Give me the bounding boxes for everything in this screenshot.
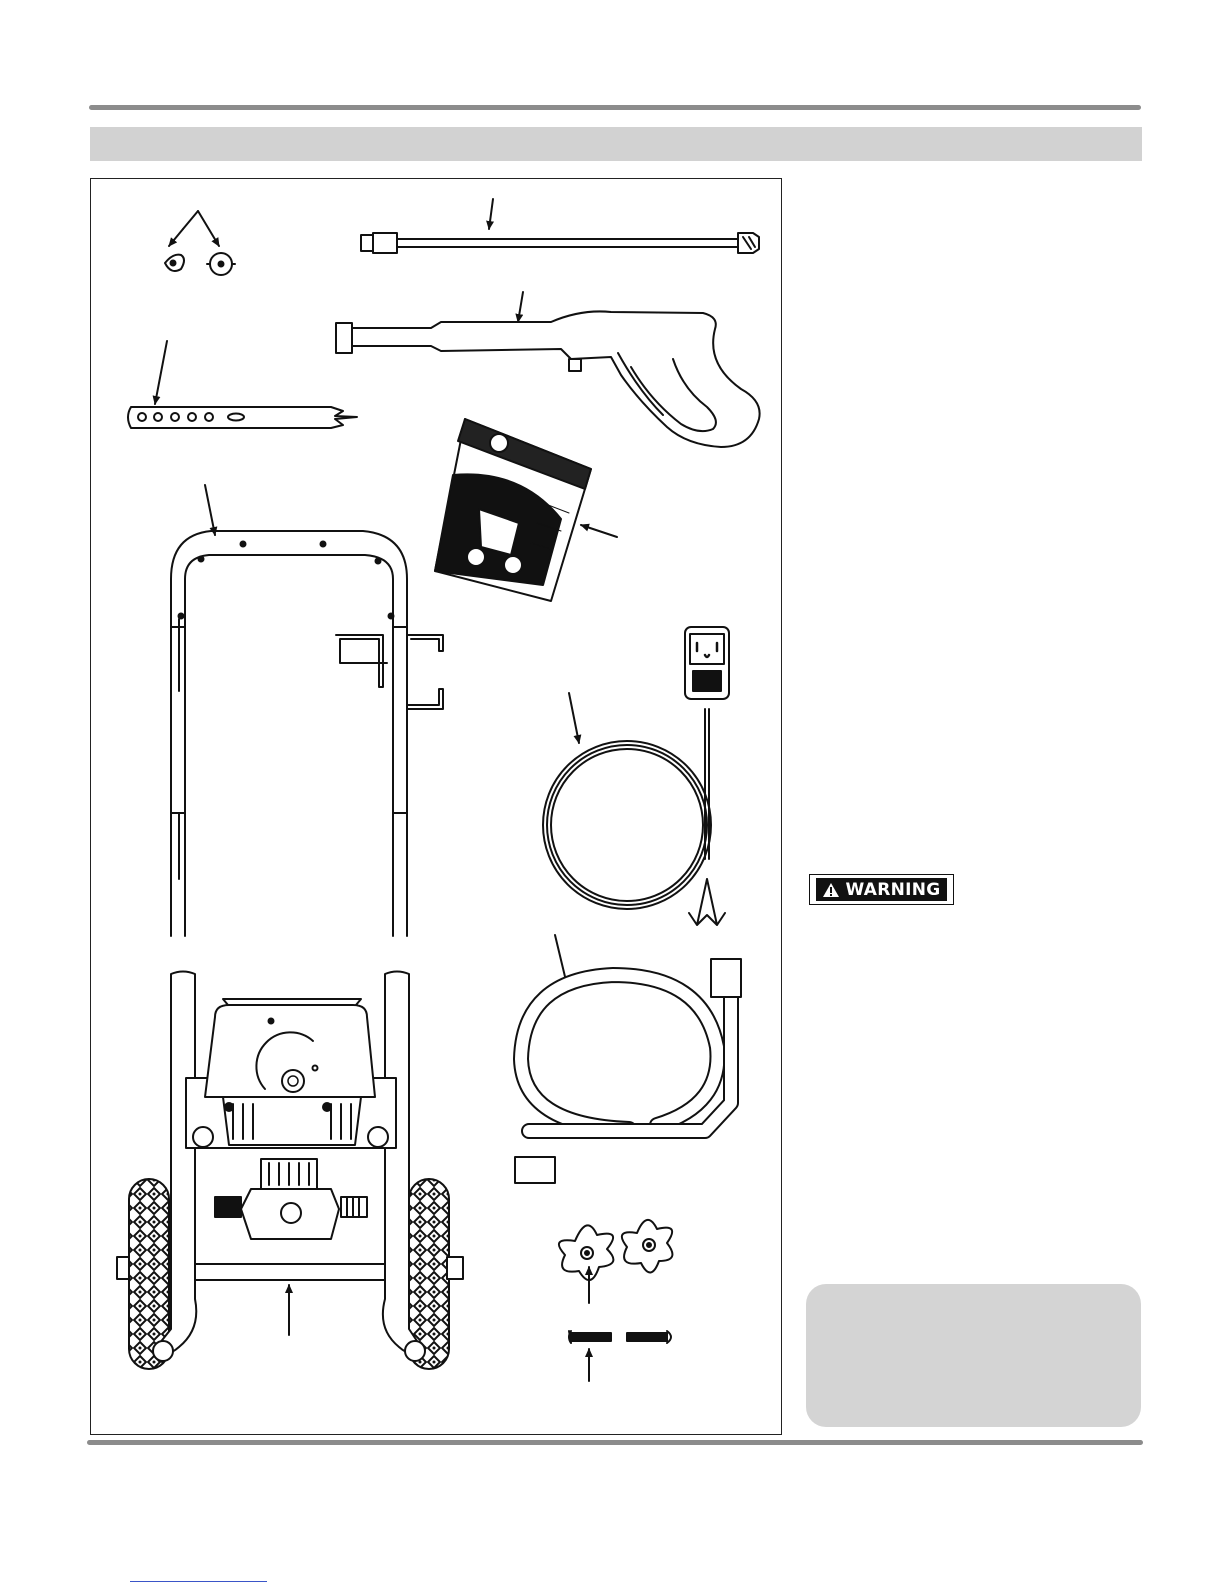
bottom-rule bbox=[87, 1440, 1143, 1445]
operator-manual bbox=[435, 419, 617, 601]
parts-illustration-frame bbox=[90, 178, 782, 1435]
gfci-power-cord bbox=[543, 627, 729, 925]
top-rule bbox=[89, 105, 1141, 110]
parts-illustration bbox=[91, 179, 783, 1436]
note-box bbox=[806, 1284, 1141, 1427]
warning-badge bbox=[809, 874, 954, 905]
spray-wand bbox=[361, 199, 759, 253]
section-header-bar bbox=[90, 127, 1142, 161]
bolts bbox=[569, 1331, 671, 1381]
nozzles bbox=[165, 211, 235, 275]
footer-link-underline[interactable] bbox=[130, 1581, 267, 1582]
warning-label: WARNING bbox=[845, 879, 941, 900]
handle bbox=[171, 485, 443, 936]
spray-gun bbox=[336, 292, 760, 447]
high-pressure-hose bbox=[515, 935, 741, 1183]
nozzle-holder bbox=[128, 341, 357, 428]
warning-triangle-icon bbox=[822, 882, 840, 898]
knobs bbox=[559, 1220, 673, 1303]
